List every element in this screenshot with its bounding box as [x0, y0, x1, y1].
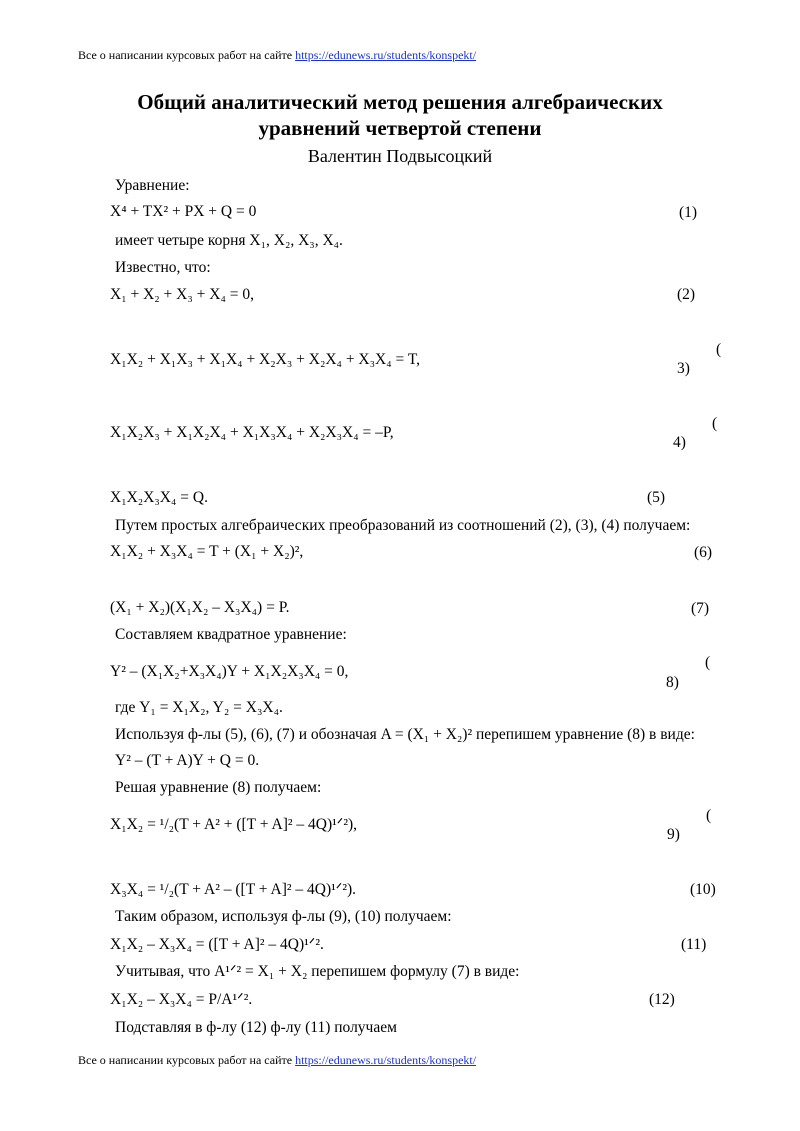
eq-number-3-open: ( — [716, 341, 722, 358]
text-considering: Учитывая, что A¹ᐟ² = X₁ + X₂ перепишем формулу (7) в виде: — [115, 963, 520, 980]
text-thus: Таким образом, используя ф-лы (9), (10) получаем: — [115, 908, 452, 925]
eq-number-2: (2) — [677, 286, 696, 303]
formula-3: X₁X₂ + X₁X₃ + X₁X₄ + X₂X₃ + X₂X₄ + X₃X₄ = T, — [110, 351, 421, 368]
text-equation-label: Уравнение: — [115, 177, 190, 194]
eq-number-6: (6) — [694, 544, 713, 561]
eq-number-3: 3) — [677, 360, 690, 377]
text-known: Известно, что: — [115, 259, 211, 276]
eq-number-7: (7) — [691, 600, 710, 617]
formula-12: X₁X₂ – X₃X₄ = P/A¹ᐟ². — [110, 991, 253, 1008]
eq-number-4: 4) — [673, 434, 686, 451]
text-where: где Y₁ = X₁X₂, Y₂ = X₃X₄. — [115, 699, 283, 716]
eq-number-12: (12) — [649, 991, 675, 1008]
header-link[interactable]: https://edunews.ru/students/konspekt/ — [295, 48, 477, 62]
formula-10: X₃X₄ = ¹/₂(T + A² – ([T + A]² – 4Q)¹ᐟ²). — [110, 881, 357, 898]
footer-text: Все о написании курсовых работ на сайте — [78, 1053, 296, 1067]
formula-2: X₁ + X₂ + X₃ + X₄ = 0, — [110, 286, 254, 303]
formula-1: X⁴ + TX² + PX + Q = 0 — [110, 203, 257, 220]
text-quadratic: Составляем квадратное уравнение: — [115, 626, 347, 643]
page-footer — [78, 1053, 476, 1068]
text-using: Используя ф-лы (5), (6), (7) и обозначая A = (X₁ + X₂)² перепишем уравнение (8) в виде: — [115, 726, 695, 743]
page-header — [78, 48, 476, 63]
paper-title — [0, 89, 800, 141]
text-four-roots: имеет четыре корня X₁, X₂, X₃, X₄. — [115, 232, 343, 249]
text-transform: Путем простых алгебраических преобразований из соотношений (2), (3), (4) получаем: — [115, 517, 691, 534]
eq-number-8-open: ( — [705, 654, 711, 671]
header-text: Все о написании курсовых работ на сайте — [78, 48, 296, 62]
footer-link[interactable]: https://edunews.ru/students/konspekt/ — [295, 1053, 477, 1067]
eq-number-11: (11) — [681, 936, 707, 953]
title-line-2: уравнений четвертой степени — [258, 116, 542, 140]
formula-5: X₁X₂X₃X₄ = Q. — [110, 489, 208, 506]
author: Валентин Подвысоцкий — [307, 146, 493, 166]
formula-7: (X₁ + X₂)(X₁X₂ – X₃X₄) = P. — [110, 599, 290, 616]
formula-6: X₁X₂ + X₃X₄ = T + (X₁ + X₂)², — [110, 543, 304, 560]
text-eq-rewritten: Y² – (T + A)Y + Q = 0. — [115, 752, 260, 769]
formula-4: X₁X₂X₃ + X₁X₂X₄ + X₁X₃X₄ + X₂X₃X₄ = –P, — [110, 424, 394, 441]
text-solving: Решая уравнение (8) получаем: — [115, 779, 322, 796]
text-substituting: Подставляя в ф-лу (12) ф-лу (11) получаем — [115, 1019, 397, 1036]
title-line-1: Общий аналитический метод решения алгебраических — [137, 90, 663, 114]
eq-number-1: (1) — [679, 204, 698, 221]
formula-9: X₁X₂ = ¹/₂(T + A² + ([T + A]² – 4Q)¹ᐟ²), — [110, 816, 358, 833]
eq-number-9-open: ( — [706, 807, 712, 824]
formula-11: X₁X₂ – X₃X₄ = ([T + A]² – 4Q)¹ᐟ². — [110, 936, 324, 953]
formula-8: Y² – (X₁X₂+X₃X₄)Y + X₁X₂X₃X₄ = 0, — [110, 663, 349, 680]
eq-number-5: (5) — [647, 489, 666, 506]
eq-number-10: (10) — [690, 881, 716, 898]
eq-number-8: 8) — [666, 674, 679, 691]
eq-number-4-open: ( — [712, 415, 718, 432]
eq-number-9: 9) — [667, 826, 680, 843]
